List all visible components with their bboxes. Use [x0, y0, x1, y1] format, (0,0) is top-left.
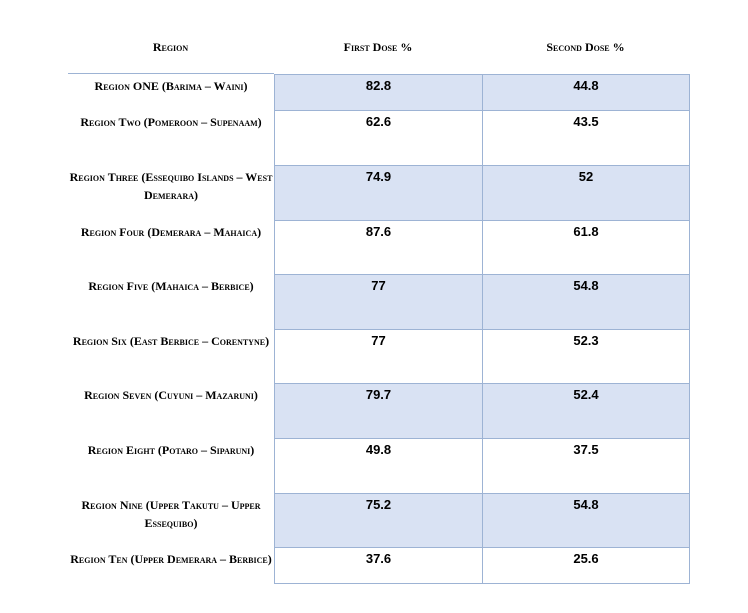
- second-dose-cell: 54.8: [482, 274, 690, 330]
- region-cell: Region Five (Mahaica – Berbice): [88, 279, 254, 293]
- first-dose-cell: 37.6: [274, 547, 483, 584]
- region-cell: Region Seven (Cuyuni – Mazaruni): [84, 388, 258, 402]
- table-row: [68, 110, 690, 166]
- table-row: [68, 220, 690, 275]
- region-cell: Region Four (Demerara – Mahaica): [80, 225, 262, 239]
- header-first-dose: First Dose %: [343, 40, 413, 54]
- region-cell: Region Three (Essequibo Islands – West Demerara): [69, 170, 273, 202]
- first-dose-cell: 49.8: [274, 438, 483, 494]
- first-dose-cell: 82.8: [274, 74, 483, 111]
- first-dose-cell: 74.9: [274, 165, 483, 221]
- second-dose-cell: 52.3: [482, 329, 690, 384]
- first-dose-cell: 62.6: [274, 110, 483, 166]
- table-row: [68, 74, 690, 111]
- header-region: Region: [152, 40, 189, 54]
- table-row: [68, 329, 690, 384]
- region-cell: Region Ten (Upper Demerara – Berbice): [70, 552, 272, 566]
- second-dose-cell: 37.5: [482, 438, 690, 494]
- first-dose-cell: 77: [274, 329, 483, 384]
- table-row: [68, 493, 690, 548]
- table-row: [68, 165, 690, 221]
- region-cell: Region Two (Pomeroon – Supenaam): [80, 115, 262, 129]
- second-dose-cell: 52.4: [482, 383, 690, 439]
- region-cell: Region ONE (Barima – Waini): [94, 79, 248, 93]
- first-dose-cell: 75.2: [274, 493, 483, 548]
- first-dose-cell: 79.7: [274, 383, 483, 439]
- table-row: [68, 547, 690, 584]
- first-dose-cell: 77: [274, 274, 483, 330]
- second-dose-cell: 43.5: [482, 110, 690, 166]
- first-dose-cell: 87.6: [274, 220, 483, 275]
- second-dose-cell: 61.8: [482, 220, 690, 275]
- region-cell: Region Six (East Berbice – Corentyne): [72, 334, 270, 348]
- second-dose-cell: 54.8: [482, 493, 690, 548]
- table-row: [68, 383, 690, 439]
- region-cell: Region Nine (Upper Takutu – Upper Essequibo): [81, 498, 261, 530]
- second-dose-cell: 25.6: [482, 547, 690, 584]
- region-cell: Region Eight (Potaro – Siparuni): [87, 443, 255, 457]
- table-row: [68, 438, 690, 494]
- header-second-dose: Second Dose %: [546, 40, 625, 54]
- second-dose-cell: 44.8: [482, 74, 690, 111]
- table-row: [68, 274, 690, 330]
- second-dose-cell: 52: [482, 165, 690, 221]
